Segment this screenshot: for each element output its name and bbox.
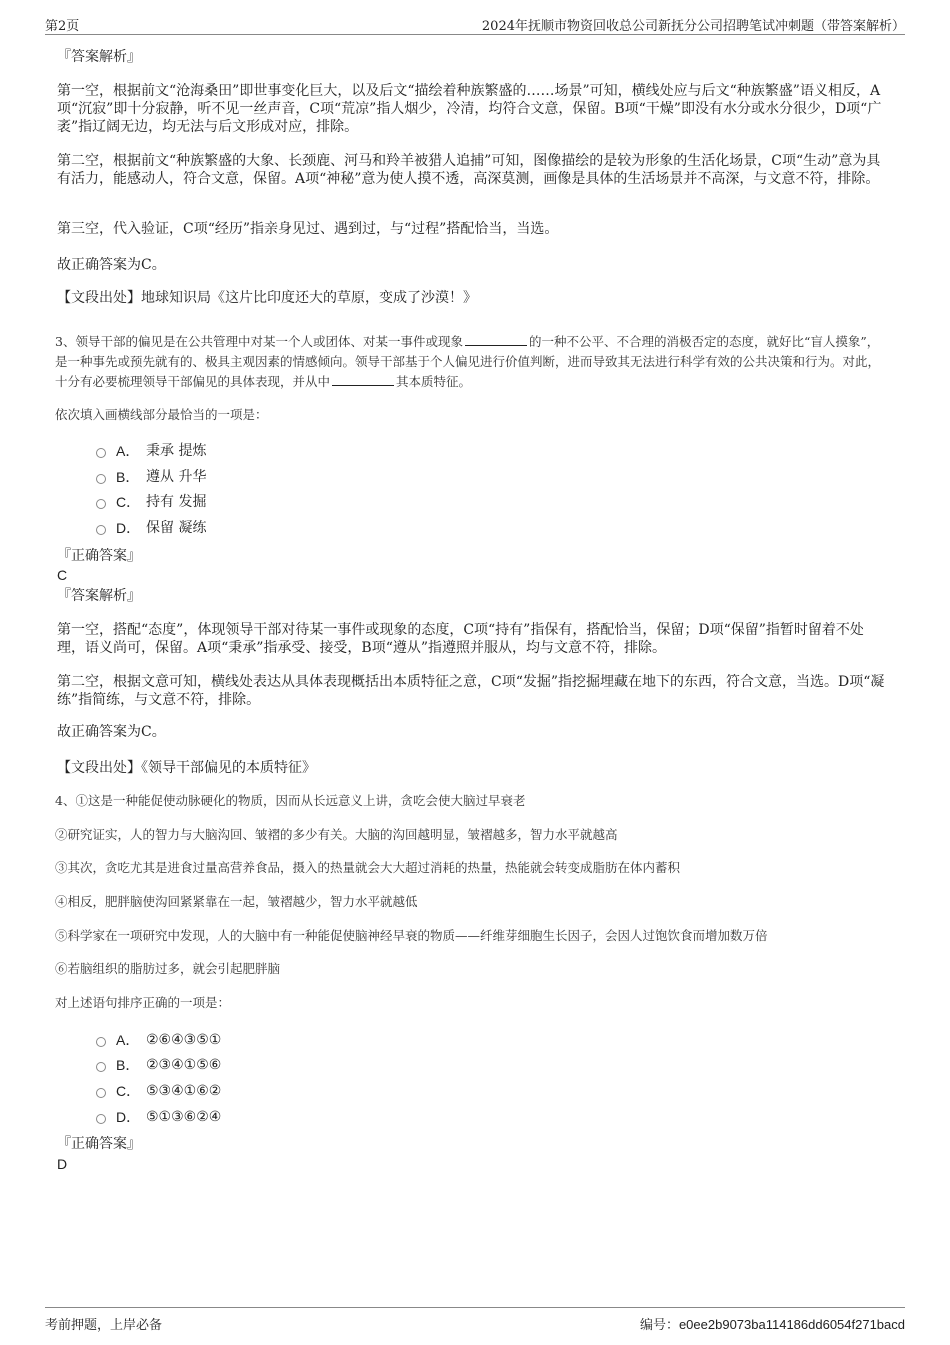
- radio-icon[interactable]: [96, 474, 106, 484]
- radio-icon[interactable]: [96, 499, 106, 509]
- q2-source: 【文段出处】地球知识局《这片比印度还大的草原，变成了沙漠！》: [57, 290, 477, 306]
- q4-option-c[interactable]: C． ⑤③④①⑥②: [96, 1082, 221, 1100]
- q3-source: 【文段出处】《领导干部偏见的本质特征》: [57, 760, 316, 776]
- q2-analysis-para-2: 第二空，根据前文“种族繁盛的大象、长颈鹿、河马和羚羊被猎人追捕”可知，图像描绘的是较为形象的生活化场景，C项“生动”意为具有活力，能感动人，符合文意，保留。A项“神秘”意为使人摸不透，高深莫测，画像是具体的生活场景并不高深，与文意不符，排除。: [57, 153, 881, 187]
- radio-icon[interactable]: [96, 1062, 106, 1072]
- q4-option-a[interactable]: A． ②⑥④③⑤①: [96, 1031, 221, 1049]
- q4-sentence-6: ⑥若脑组织的脂肪过多，就会引起肥胖脑: [55, 961, 281, 976]
- q3-option-a[interactable]: A． 秉承 提炼: [96, 442, 206, 460]
- q3-stem: [55, 332, 891, 392]
- q3-option-c[interactable]: C． 持有 发掘: [96, 493, 206, 511]
- q3-option-d[interactable]: D． 保留 凝练: [96, 519, 206, 537]
- page-number: 第2页: [45, 19, 80, 34]
- q3-prompt: 依次填入画横线部分最恰当的一项是：: [55, 407, 268, 422]
- q4-sentence-3: ③其次，贪吃尤其是进食过量高营养食品，摄入的热量就会大大超过消耗的热量，热能就会转变成脂肪在体内蓄积: [55, 860, 681, 875]
- q2-analysis-para-1: 第一空，根据前文“沧海桑田”即世事变化巨大，以及后文“描绘着种族繁盛的……场景”可知，横线处应与后文“种族繁盛”语义相反，A项“沉寂”即十分寂静，听不见一丝声音，C项“荒凉”指人烟少，冷清，均符合文意，保留。B项“干燥”即没有水分或水分很少，D项“广袤”指辽阔无边，均无法与后文形成对应，排除。: [57, 83, 882, 135]
- q4-answer-label: 『正确答案』: [57, 1136, 141, 1152]
- document-title: 2024年抚顺市物资回收总公司新抚分公司招聘笔试冲刺题（带答案解析）: [481, 19, 905, 34]
- q3-conclusion: 故正确答案为C。: [57, 724, 166, 740]
- page-header: [45, 14, 905, 35]
- q3-blank-2: [332, 373, 394, 386]
- q4-sentence-2: ②研究证实，人的智力与大脑沟回、皱褶的多少有关。大脑的沟回越明显，皱褶越多，智力水平就越高: [55, 827, 618, 842]
- radio-icon[interactable]: [96, 1088, 106, 1098]
- document-code: 编号：e0ee2b9073ba114186dd6054f271bacd: [639, 1317, 905, 1333]
- q4-answer: D: [57, 1156, 68, 1172]
- q2-analysis-label: 『答案解析』: [57, 49, 141, 65]
- q3-analysis-para-2: 第二空，根据文意可知，横线处表达从具体表现概括出本质特征之意，C项“发掘”指挖掘埋藏在地下的东西，符合文意，当选。D项“凝练”指简练，与文意不符，排除。: [57, 674, 885, 708]
- q3-blank-1: [465, 333, 527, 346]
- radio-icon[interactable]: [96, 1114, 106, 1124]
- q4-option-d[interactable]: D． ⑤①③⑥②④: [96, 1108, 221, 1126]
- radio-icon[interactable]: [96, 448, 106, 458]
- radio-icon[interactable]: [96, 1037, 106, 1047]
- footer-slogan: 考前押题，上岸必备: [45, 1318, 163, 1333]
- q4-sentence-5: ⑤科学家在一项研究中发现，人的大脑中有一种能促使脑神经早衰的物质——纤维芽细胞生长因子，会因人过饱饮食而增加数万倍: [55, 928, 768, 943]
- q3-analysis-label: 『答案解析』: [57, 588, 141, 604]
- q4-prompt: 对上述语句排序正确的一项是：: [55, 995, 231, 1010]
- q4-sentence-1: 4、①这是一种能促使动脉硬化的物质，因而从长远意义上讲，贪吃会使大脑过早衰老: [55, 793, 526, 808]
- q3-answer-label: 『正确答案』: [57, 548, 141, 564]
- q3-analysis-para-1: 第一空，搭配“态度”，体现领导干部对待某一事件或现象的态度，C项“持有”指保有，搭配恰当，保留；D项“保留”指暂时留着不处理，语义尚可，保留。A项“秉承”指承受、接受，B项“遵从”指遵照并服从，均与文意不符，排除。: [57, 622, 864, 656]
- q2-analysis-para-3: 第三空，代入验证，C项“经历”指亲身见过、遇到过，与“过程”搭配恰当，当选。: [57, 221, 559, 237]
- page-footer: [45, 1307, 905, 1333]
- q3-stem-part-3: 其本质特征。: [396, 374, 472, 389]
- radio-icon[interactable]: [96, 525, 106, 535]
- q4-option-b[interactable]: B． ②③④①⑤⑥: [96, 1056, 221, 1074]
- q3-stem-part-2: 的一种不公平、不合理的消极否定的态度，就好比“盲人摸象”，是一种事先或预先就有的、极具主观因素的情感倾向。领导干部基于个人偏见进行价值判断，进而导致其无法进行科学有效的公共决策和行为。对此，十分有必要梳理领导干部偏见的具体表现，并从中: [55, 334, 881, 389]
- q3-option-b[interactable]: B． 遵从 升华: [96, 468, 206, 486]
- q4-sentence-4: ④相反，肥胖脑使沟回紧紧靠在一起，皱褶越少，智力水平就越低: [55, 894, 418, 909]
- q3-stem-part-1: 3、领导干部的偏见是在公共管理中对某一个人或团体、对某一事件或现象: [55, 334, 463, 349]
- q3-answer: C: [57, 567, 68, 583]
- q2-conclusion: 故正确答案为C。: [57, 257, 166, 273]
